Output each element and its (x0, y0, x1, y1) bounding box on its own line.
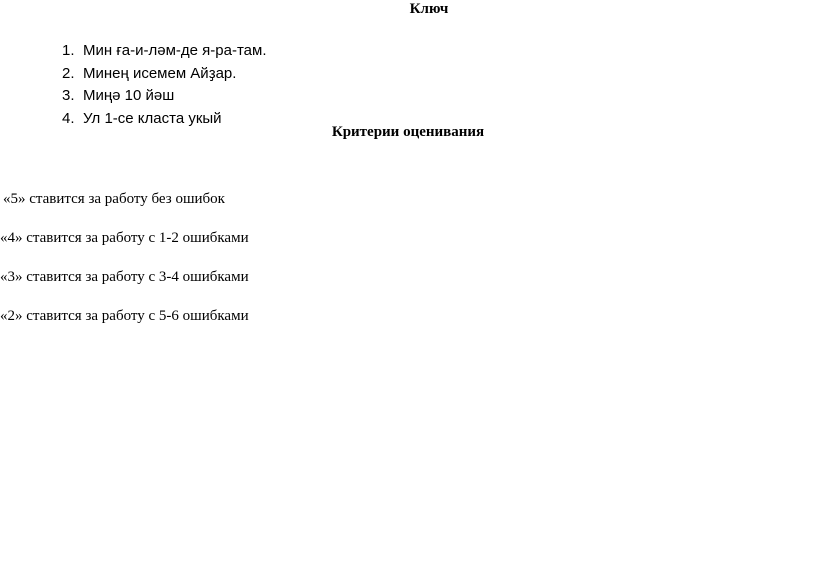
key-list (62, 40, 267, 130)
criteria-grade-3: «3» ставится за работу с 3-4 ошибками (0, 269, 249, 285)
key-item-number: 4. (62, 109, 75, 127)
criteria-grade-4: «4» ставится за работу с 1-2 ошибками (0, 230, 249, 246)
key-item-2 (62, 63, 267, 86)
key-item-number: 3. (62, 87, 75, 104)
key-item-number: 1. (62, 42, 75, 59)
key-item-text: Ул 1-се класта укый (83, 109, 222, 127)
key-item-text: Миңә 10 йәш (83, 87, 175, 104)
key-item-text: Мин ға-и-ләм-де я-ра-там. (83, 42, 267, 59)
key-item-text: Минең исемем Айҙар. (83, 64, 237, 82)
criteria-title: Критерии оценивания (331, 124, 485, 140)
criteria-grade-5: «5» ставится за работу без ошибок (3, 191, 225, 207)
key-title: Ключ (409, 1, 449, 17)
key-item-1 (62, 40, 267, 63)
key-item-number: 2. (62, 64, 75, 82)
criteria-grade-2: «2» ставится за работу с 5-6 ошибками (0, 308, 249, 324)
key-item-3 (62, 85, 267, 108)
